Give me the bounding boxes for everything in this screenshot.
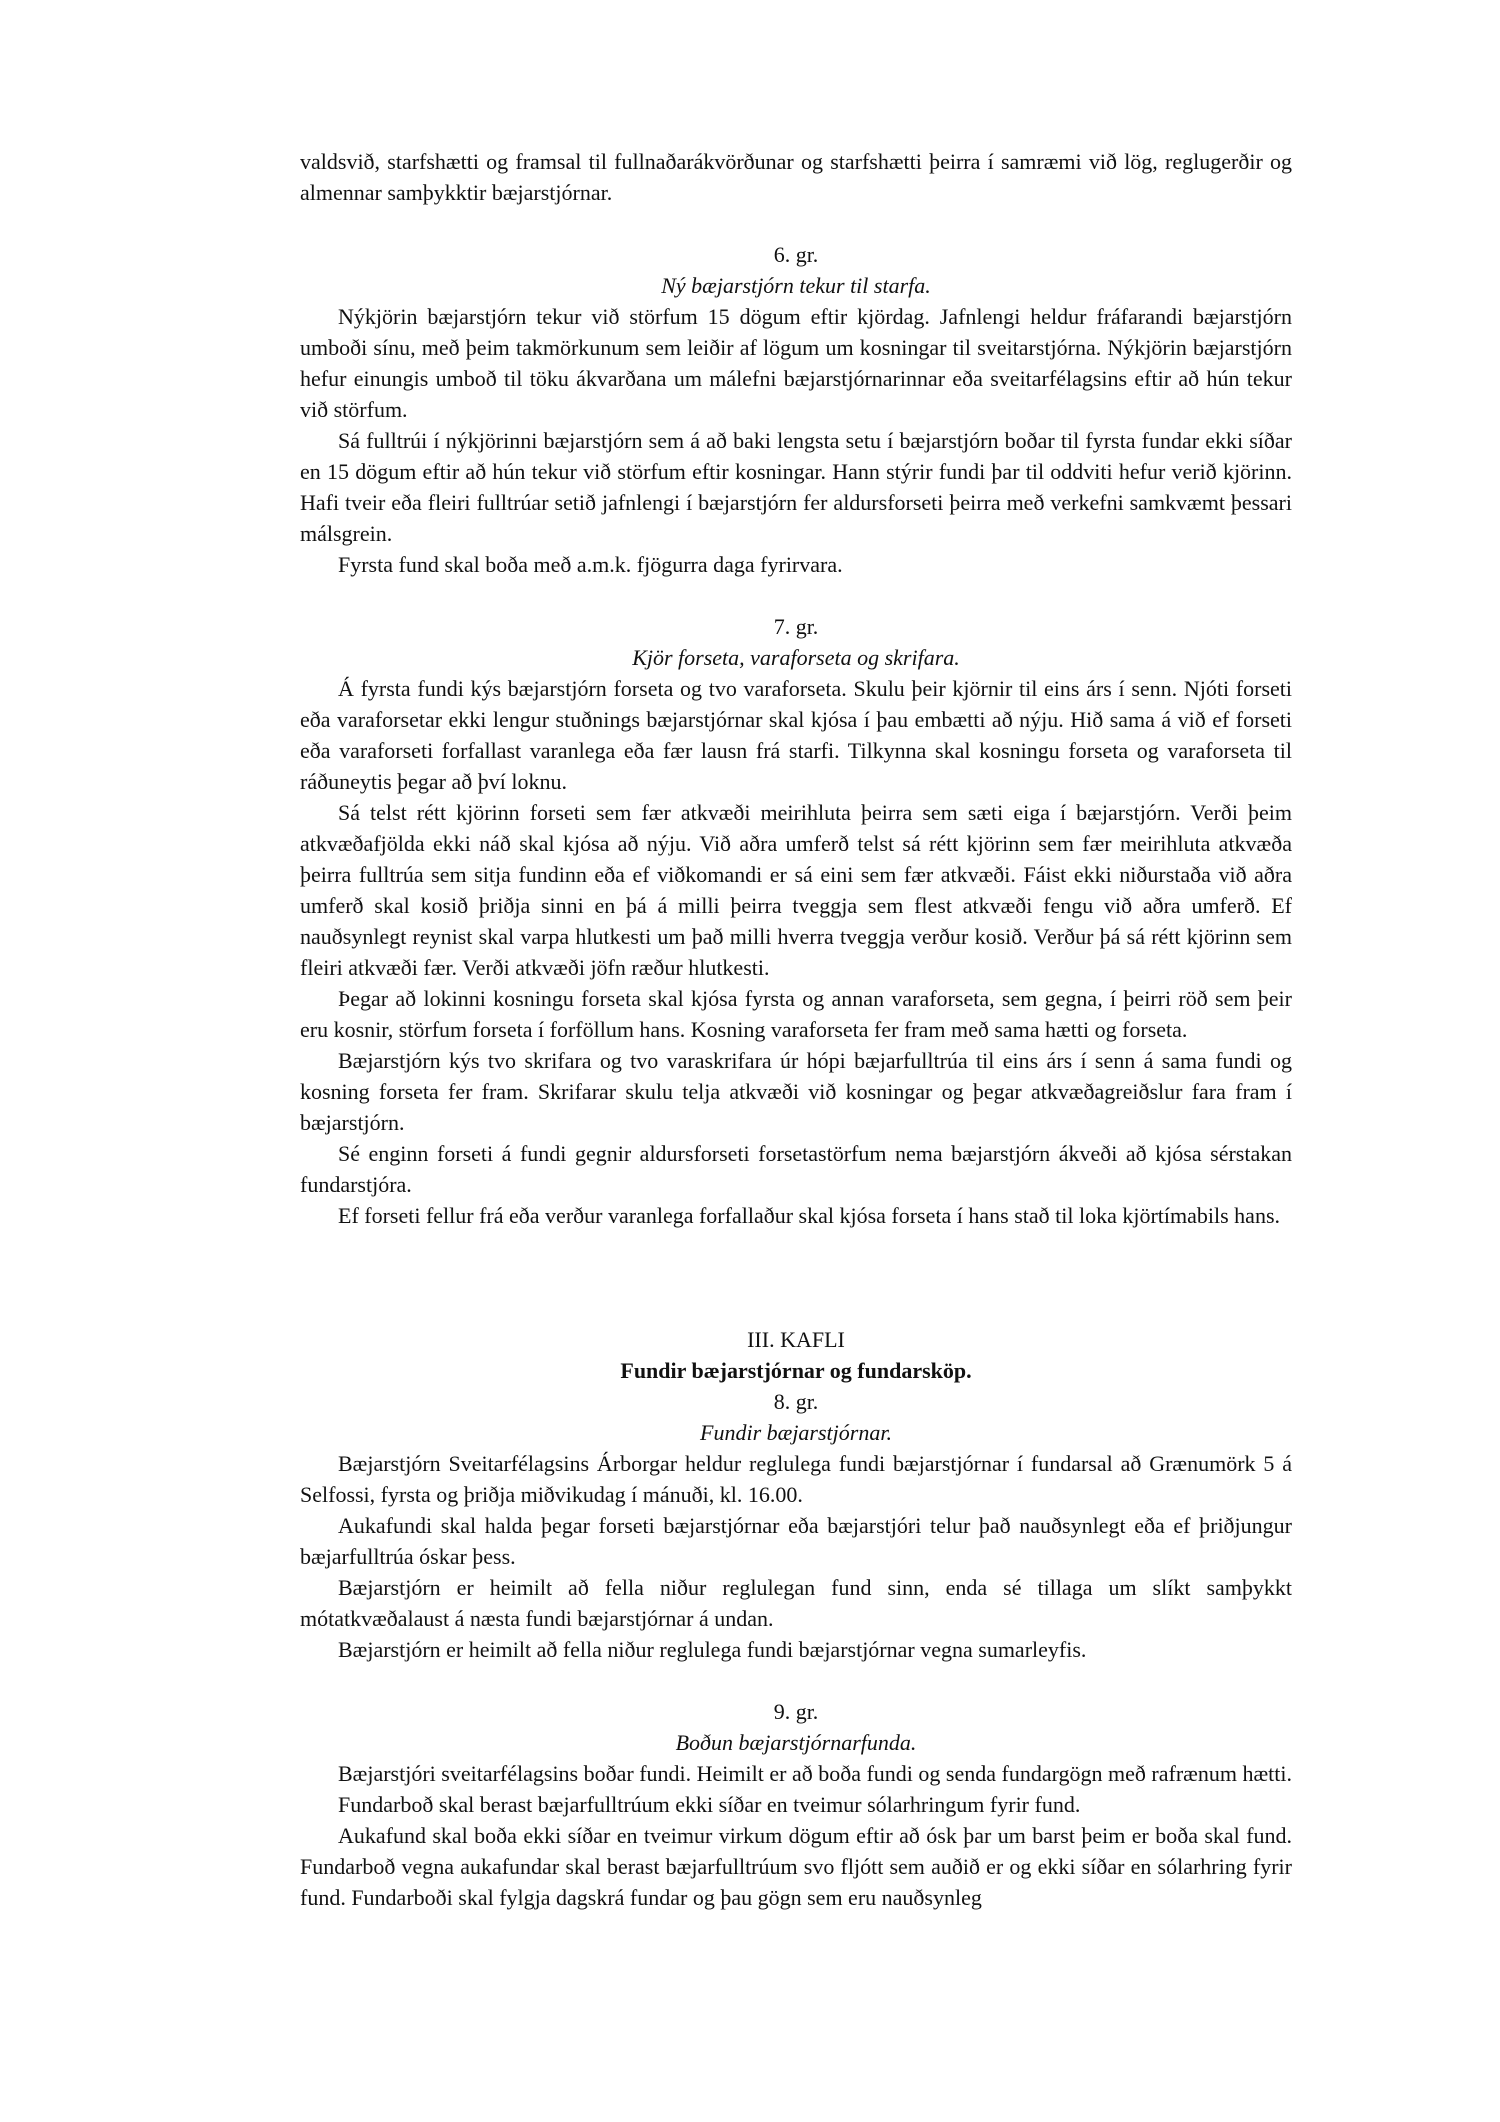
section-9-paragraph: Fundarboð skal berast bæjarfulltrúum ekki síðar en tveimur sólarhringum fyrir fund. xyxy=(338,1792,1081,1817)
section-8-paragraph: Aukafundi skal halda þegar forseti bæjarstjórnar eða bæjarstjóri telur það nauðsynlegt eða ef þriðjungur bæjarfulltrúa óskar þess. xyxy=(300,1513,1292,1569)
section-9-paragraph: Aukafund skal boða ekki síðar en tveimur virkum dögum eftir að ósk þar um barst þeim er boða skal fund. Fundarboð vegna aukafundar skal berast bæjarfulltrúum svo fljótt sem auðið er og ekki síðar en sólarhring fyrir fund. Fundarboði skal fylgja dagskrá fundar og þau gögn sem eru nauðsynleg xyxy=(300,1823,1292,1910)
section-6-title: Ný bæjarstjórn tekur til starfa. xyxy=(661,273,931,298)
intro-paragraph: valdsvið, starfshætti og framsal til fullnaðarákvörðunar og starfshætti þeirra í samræmi við lög, reglugerðir og almennar samþykktir bæjarstjórnar. xyxy=(300,149,1292,205)
section-9-number: 9. gr. xyxy=(773,1699,819,1724)
section-6-paragraph: Fyrsta fund skal boða með a.m.k. fjögurra daga fyrirvara. xyxy=(338,552,843,577)
section-8-title: Fundir bæjarstjórnar. xyxy=(700,1420,892,1445)
section-7-paragraph: Sé enginn forseti á fundi gegnir aldursforseti forsetastörfum nema bæjarstjórn ákveði að kjósa sérstakan fundarstjóra. xyxy=(300,1141,1292,1197)
chapter-heading: III. KAFLI xyxy=(747,1327,845,1352)
section-7-number: 7. gr. xyxy=(773,614,819,639)
section-9-title: Boðun bæjarstjórnarfunda. xyxy=(675,1730,917,1755)
section-8-number: 8. gr. xyxy=(773,1389,819,1414)
document-body xyxy=(300,146,1292,1913)
section-9-paragraph: Bæjarstjóri sveitarfélagsins boðar fundi. Heimilt er að boða fundi og senda fundargögn með rafrænum hætti. xyxy=(338,1761,1292,1786)
section-6-paragraph: Nýkjörin bæjarstjórn tekur við störfum 15 dögum eftir kjördag. Jafnlengi heldur fráfarandi bæjarstjórn umboði sínu, með þeim takmörkunum sem leiðir af lögum um kosningar til sveitarstjórna. Nýkjörin bæjarstjórn hefur einungis umboð til töku ákvarðana um málefni bæjarstjórnarinnar eða sveitarfélagsins eftir að hún tekur við störfum. xyxy=(300,304,1292,422)
chapter-title: Fundir bæjarstjórnar og fundarsköp. xyxy=(620,1358,972,1383)
section-7-title: Kjör forseta, varaforseta og skrifara. xyxy=(632,645,960,670)
section-7-paragraph: Sá telst rétt kjörinn forseti sem fær atkvæði meirihluta þeirra sem sæti eiga í bæjarstjórn. Verði þeim atkvæðafjölda ekki náð skal kjósa að nýju. Við aðra umferð telst sá rétt kjörinn sem fær meirihluta atkvæða þeirra fulltrúa sem sitja fundinn eða ef viðkomandi er sá eini sem fær atkvæði. Fáist ekki niðurstaða við aðra umferð skal kosið þriðja sinni en þá á milli þeirra tveggja sem flest atkvæði fengu við aðra umferð. Ef nauðsynlegt reynist skal varpa hlutkesti um það milli hverra tveggja verður kosið. Verður þá sá rétt kjörinn sem fleiri atkvæði fær. Verði atkvæði jöfn ræður hlutkesti. xyxy=(300,800,1292,980)
section-7-paragraph: Ef forseti fellur frá eða verður varanlega forfallaður skal kjósa forseta í hans stað til loka kjörtímabils hans. xyxy=(338,1203,1281,1228)
section-6-paragraph: Sá fulltrúi í nýkjörinni bæjarstjórn sem á að baki lengsta setu í bæjarstjórn boðar til fyrsta fundar ekki síðar en 15 dögum eftir að hún tekur við störfum eftir kosningar. Hann stýrir fundi þar til oddviti hefur verið kjörinn. Hafi tveir eða fleiri fulltrúar setið jafnlengi í bæjarstjórn fer aldursforseti þeirra með verkefni samkvæmt þessari málsgrein. xyxy=(300,428,1292,546)
section-6-number: 6. gr. xyxy=(773,242,819,267)
section-8-paragraph: Bæjarstjórn Sveitarfélagsins Árborgar heldur reglulega fundi bæjarstjórnar í fundarsal að Grænumörk 5 á Selfossi, fyrsta og þriðja miðvikudag í mánuði, kl. 16.00. xyxy=(300,1451,1292,1507)
section-7-paragraph: Bæjarstjórn kýs tvo skrifara og tvo varaskrifara úr hópi bæjarfulltrúa til eins árs í senn á sama fundi og kosning forseta fer fram. Skrifarar skulu telja atkvæði við kosningar og þegar atkvæðagreiðslur fara fram í bæjarstjórn. xyxy=(300,1048,1292,1135)
section-8-paragraph: Bæjarstjórn er heimilt að fella niður reglulega fundi bæjarstjórnar vegna sumarleyfis. xyxy=(338,1637,1087,1662)
section-8-paragraph: Bæjarstjórn er heimilt að fella niður reglulegan fund sinn, enda sé tillaga um slíkt samþykkt mótatkvæðalaust á næsta fundi bæjarstjórnar á undan. xyxy=(300,1575,1292,1631)
section-7-paragraph: Á fyrsta fundi kýs bæjarstjórn forseta og tvo varaforseta. Skulu þeir kjörnir til eins árs í senn. Njóti forseti eða varaforsetar ekki lengur stuðnings bæjarstjórnar skal kjósa í þau embætti að nýju. Hið sama á við ef forseti eða varaforseti forfallast varanlega eða fær lausn frá starfi. Tilkynna skal kosningu forseta og varaforseta til ráðuneytis þegar að því loknu. xyxy=(300,676,1292,794)
section-7-paragraph: Þegar að lokinni kosningu forseta skal kjósa fyrsta og annan varaforseta, sem gegna, í þeirri röð sem þeir eru kosnir, störfum forseta í forföllum hans. Kosning varaforseta fer fram með sama hætti og forseta. xyxy=(300,986,1292,1042)
